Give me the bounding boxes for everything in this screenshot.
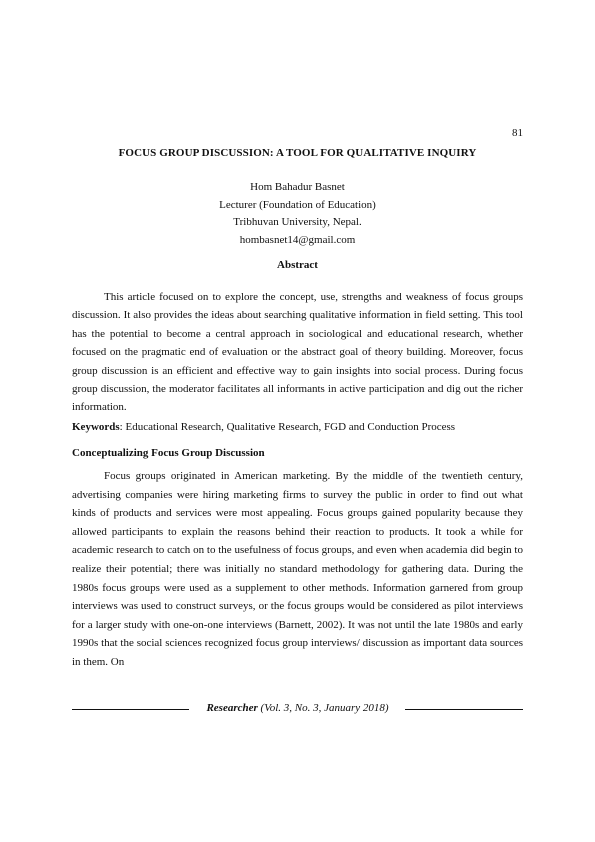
abstract-body: This article focused on to explore the concept, use, strengths and weakness of focus groups discussion. It also provides the ideas about searching qualitative information in field setting. This tool has the potential to become a central approach in sociological and educational research, whether focused on the pragmatic end of evaluation or the abstract goal of theory building. Moreover, focus group discussion is an efficient and effective way to gain insights into social process. During focus group discussion, the moderator facilitates all informants in active participation and dig out the richer information.: [72, 291, 523, 414]
footer-rule-right: [405, 709, 523, 710]
author-affiliation: Tribhuvan University, Nepal.: [233, 216, 362, 228]
section-heading: Conceptualizing Focus Group Discussion: [72, 447, 265, 459]
author-name: Hom Bahadur Basnet: [250, 181, 345, 193]
section-body: Focus groups originated in American marketing. By the middle of the twentieth century, advertising companies were hiring marketing firms to survey the public in order to find out what kinds of products and services were most appealing. Focus groups gained popularity because they allowed participants to explain the reasons behind their reaction to products. It took a while for academic research to catch on to the usefulness of focus groups, and even when academia did begin to realize their potential; there was initially no standard methodology for gathering data. During the 1980s focus groups were used as a supplement to other methods. Information garnered from group interviews was used to construct surveys, or the focus groups would be considered as pilot interviews for a larger study with one-on-one interviews (Barnett, 2002). It was not until the late 1980s and early 1990s that the social sciences recognized focus group interviews/ discussion as important data sources in them. On: [72, 470, 523, 668]
author-email: hombasnet14@gmail.com: [239, 233, 356, 246]
footer-journal-name: Researcher: [206, 702, 258, 714]
footer-issue: (Vol. 3, No. 3, January 2018): [257, 702, 389, 714]
author-position: Lecturer (Foundation of Education): [219, 198, 376, 211]
keywords-line: [72, 421, 523, 433]
article-title: FOCUS GROUP DISCUSSION: A TOOL FOR QUALITATIVE INQUIRY: [118, 147, 477, 159]
author-block: [72, 179, 523, 249]
abstract-heading: Abstract: [277, 259, 318, 271]
footer-citation: [72, 702, 523, 714]
page-footer: [72, 702, 523, 716]
keywords-label: Keywords: [72, 421, 120, 433]
keywords-text: : Educational Research, Qualitative Research, FGD and Conduction Process: [119, 421, 456, 433]
page-number: 81: [512, 127, 523, 139]
